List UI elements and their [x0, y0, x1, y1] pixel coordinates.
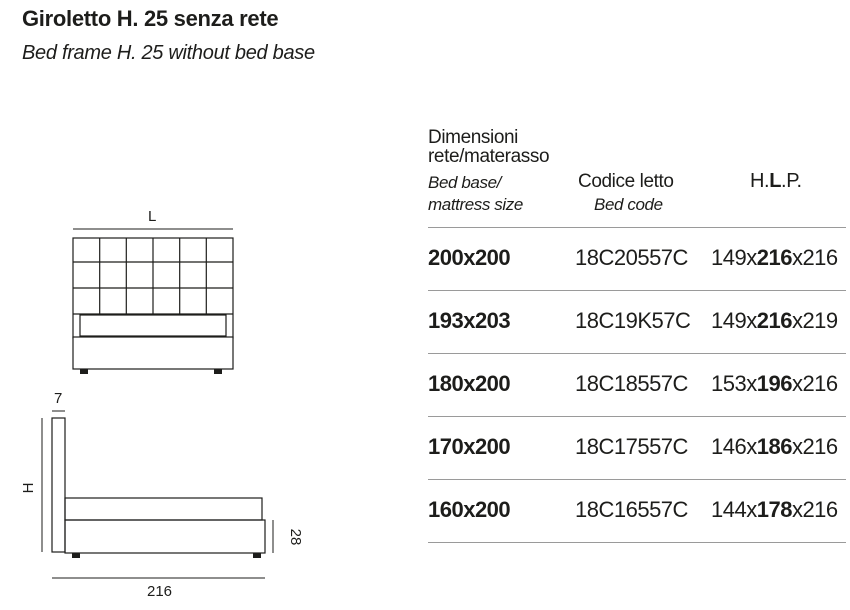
row-size: 170x200: [428, 434, 511, 459]
mattress-side-outline: [65, 498, 262, 520]
row-code: 18C19K57C: [575, 308, 691, 333]
header-size-italian-line2: rete/materasso: [428, 146, 550, 167]
height-label: H: [20, 482, 37, 494]
table-row: [428, 290, 846, 353]
table-row: [428, 479, 846, 542]
header-size-english: [428, 172, 523, 216]
header-size-english-line1: Bed base/: [428, 173, 501, 192]
header-hlp: [750, 172, 802, 191]
row-size: 160x200: [428, 497, 511, 522]
front-view-drawing: [73, 229, 233, 374]
headboard-side-outline: [52, 418, 65, 552]
header-code-italian: Codice letto: [578, 171, 674, 192]
header-hlp-p: .P.: [781, 170, 802, 192]
table-row: [428, 227, 846, 290]
row-size: 200x200: [428, 245, 511, 270]
row-hlp: 153x196x216: [711, 371, 838, 396]
table-row: [428, 416, 846, 479]
row-code: 18C20557C: [575, 245, 688, 270]
row-hlp: 149x216x219: [711, 308, 838, 333]
row-divider: [428, 479, 846, 480]
row-divider: [428, 227, 846, 228]
header-size-english-line2: mattress size: [428, 195, 523, 214]
header-hlp-l: L: [769, 170, 782, 192]
row-hlp: 144x178x216: [711, 497, 838, 522]
row-divider: [428, 416, 846, 417]
spec-table: [428, 0, 848, 610]
row-code: 18C16557C: [575, 497, 688, 522]
header-hlp-h: H.: [750, 170, 770, 192]
row-code: 18C18557C: [575, 371, 688, 396]
row-divider: [428, 542, 846, 543]
row-divider: [428, 290, 846, 291]
base-side-outline: [65, 520, 265, 553]
length-label: 216: [147, 583, 173, 600]
bed-base-outline: [73, 337, 233, 369]
header-size-italian-line1: Dimensioni: [428, 127, 518, 148]
side-view-drawing: [42, 411, 273, 578]
row-divider: [428, 353, 846, 354]
base-height-label: 28: [287, 528, 304, 546]
row-hlp: 146x186x216: [711, 434, 838, 459]
side-foot-right: [253, 553, 261, 558]
header-code-english: Bed code: [594, 195, 663, 214]
page-title: Giroletto H. 25 senza rete: [22, 6, 279, 31]
mattress-outline: [80, 315, 226, 336]
row-code: 18C17557C: [575, 434, 688, 459]
foot-left: [80, 369, 88, 374]
row-size: 193x203: [428, 308, 511, 333]
row-hlp: 149x216x216: [711, 245, 838, 270]
page-subtitle: Bed frame H. 25 without bed base: [22, 42, 315, 64]
foot-right: [214, 369, 222, 374]
headboard-thickness-label: 7: [54, 390, 63, 407]
table-row-bottom-divider: [428, 542, 846, 605]
header-size-italian: [428, 128, 549, 166]
side-foot-left: [72, 553, 80, 558]
row-size: 180x200: [428, 371, 511, 396]
table-row: [428, 353, 846, 416]
front-width-label: L: [148, 208, 157, 225]
bed-technical-drawings: [0, 0, 420, 610]
